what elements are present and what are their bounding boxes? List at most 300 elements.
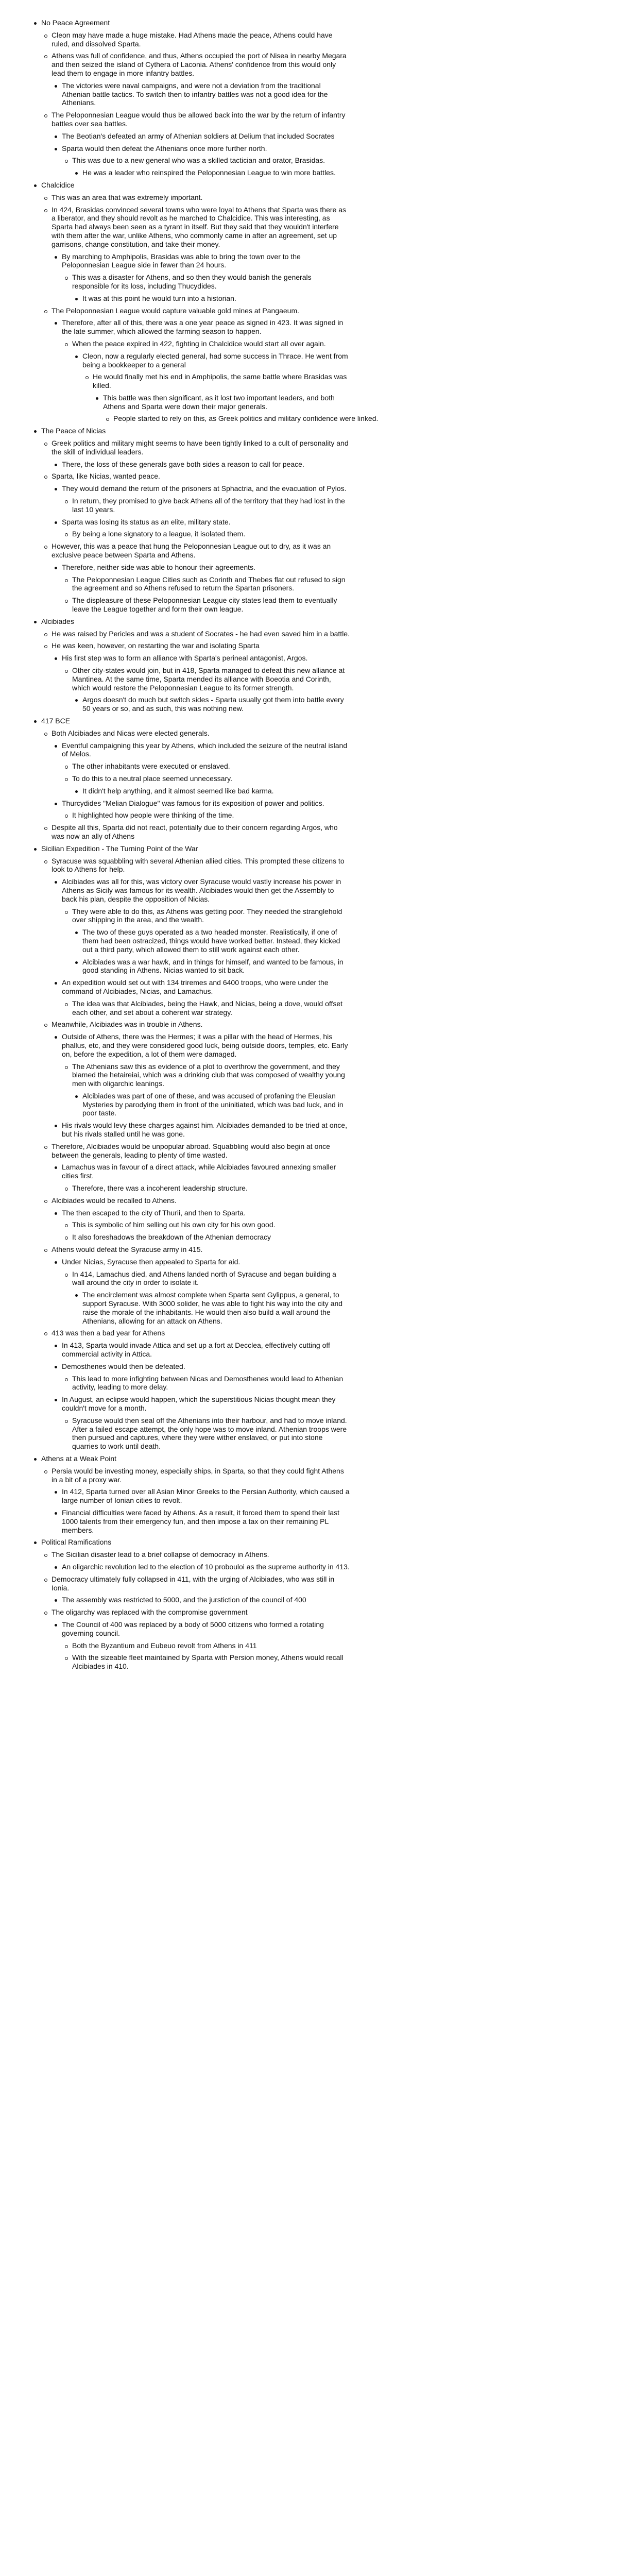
bullet-icon — [55, 135, 57, 138]
section-heading: Athens at a Weak Point — [41, 1454, 117, 1463]
bullet-icon — [75, 931, 78, 934]
outline-item — [62, 1620, 602, 1671]
item-text: Alcibiades was a war hawk, and in things for himself, and wanted to be famous, in good standing in Athens. Nicias wanted to sit back. — [82, 957, 344, 975]
bullet-icon — [44, 209, 47, 212]
outline-item — [72, 1416, 602, 1451]
bullet-icon — [55, 464, 57, 466]
outline-item — [72, 156, 602, 177]
bullet-icon — [55, 567, 57, 569]
sub-list — [72, 1092, 602, 1117]
section-heading: Alcibiades — [41, 617, 74, 625]
outline-item — [62, 1596, 602, 1604]
outline-item — [62, 81, 602, 107]
outline-section — [41, 181, 602, 423]
bullet-icon — [55, 1261, 57, 1264]
item-text: Athens was full of confidence, and thus, Athens occupied the port of Nisea in nearby Megara and then seized the island of Cythera of Laconia. Athens' confidence from this would only lead them to engage in more infantry battles. — [52, 52, 347, 77]
outline-item — [52, 857, 602, 1017]
sub-list — [41, 857, 602, 1451]
bullet-icon — [75, 699, 78, 702]
item-text: This battle was then significant, as it lost two important leaders, and both Athens and Sparta were down their major generals. — [103, 393, 335, 411]
sub-list — [52, 318, 602, 423]
section-heading: The Peace of Nicias — [41, 427, 106, 435]
sub-list — [62, 811, 602, 820]
bullet-icon — [44, 114, 47, 117]
sub-list — [62, 1184, 602, 1193]
outline-item — [62, 1509, 602, 1534]
outline-item — [72, 1375, 602, 1392]
bullet-icon — [44, 443, 47, 446]
outline-item — [82, 1291, 602, 1325]
sub-list — [62, 340, 602, 423]
outline-item — [72, 1184, 602, 1193]
outline-item — [62, 1395, 602, 1451]
outline-section — [41, 19, 602, 177]
outline-item — [82, 696, 602, 713]
sub-list — [62, 1641, 602, 1671]
bullet-icon — [65, 1003, 68, 1006]
bullet-icon — [44, 827, 47, 830]
bullet-icon — [44, 1249, 47, 1252]
outline-item — [62, 654, 602, 713]
bullet-icon — [65, 1657, 68, 1660]
bullet-icon — [65, 600, 68, 603]
sub-list — [103, 414, 602, 423]
outline-item — [72, 907, 602, 975]
outline-item — [62, 318, 602, 423]
bullet-icon — [65, 1378, 68, 1381]
section-heading: Political Ramifications — [41, 1538, 112, 1547]
sub-list — [72, 1291, 602, 1325]
outline-item — [62, 1362, 602, 1392]
bullet-icon — [55, 1212, 57, 1215]
item-text: He was keen, however, on restarting the war and isolating Sparta — [52, 641, 260, 650]
sub-list — [72, 696, 602, 713]
bullet-icon — [44, 645, 47, 648]
item-text: In 413, Sparta would invade Attica and set up a fort at Decclea, effectively cutting off commercial activity in Attica. — [62, 1341, 330, 1359]
bullet-icon — [34, 184, 37, 187]
bullet-icon — [55, 881, 57, 884]
bullet-icon — [34, 720, 37, 723]
bullet-icon — [75, 790, 78, 793]
outline-item — [52, 1608, 602, 1671]
bullet-icon — [65, 1224, 68, 1227]
outline-item — [82, 928, 602, 954]
item-text: An expedition would set out with 134 triremes and 6400 troops, who were under the command of Alcibiades, Nicias, and Lamachus. — [62, 978, 329, 995]
outline-item — [62, 741, 602, 795]
item-text: Therefore, neither side was able to honour their agreements. — [62, 563, 255, 571]
item-text: This was due to a new general who was a skilled tactician and orator, Brasidas. — [72, 156, 325, 165]
bullet-icon — [65, 815, 68, 818]
outline-section — [41, 427, 602, 614]
outline-section — [41, 844, 602, 1451]
bullet-icon — [55, 803, 57, 805]
bullet-icon — [55, 256, 57, 259]
item-text: With the sizeable fleet maintained by Sparta with Persion money, Athens would recall Alcibiades in 410. — [72, 1653, 344, 1671]
item-text: Athens would defeat the Syracuse army in 415. — [52, 1245, 203, 1254]
bullet-icon — [65, 500, 68, 503]
sub-list — [41, 31, 602, 177]
item-text: The Council of 400 was replaced by a body of 5000 citizens who formed a rotating governing council. — [62, 1620, 324, 1637]
outline-item — [72, 575, 602, 593]
bullet-icon — [65, 1066, 68, 1069]
outline-item — [82, 1092, 602, 1117]
sub-list — [72, 928, 602, 975]
outline-item — [82, 958, 602, 975]
sub-list — [52, 1209, 602, 1242]
outline-item — [62, 518, 602, 539]
item-text: There, the loss of these generals gave both sides a reason to call for peace. — [62, 460, 304, 468]
item-text: Syracuse was squabbling with several Athenian allied cities. This prompted these citizens to look to Athens for help. — [52, 856, 345, 874]
item-text: In 412, Sparta turned over all Asian Minor Greeks to the Persian Authority, which caused a large number of Ionian cities to revolt. — [62, 1487, 350, 1505]
outline-list — [16, 19, 602, 1671]
sub-list — [72, 294, 602, 303]
outline-item — [72, 666, 602, 713]
item-text: The Peloponnesian League would thus be allowed back into the war by the return of infantry battles over sea battles. — [52, 111, 346, 128]
bullet-icon — [65, 579, 68, 582]
outline-item — [82, 294, 602, 303]
item-text: His rivals would levy these charges against him. Alcibiades demanded to be tried at once, but his rivals stalled until he was gone. — [62, 1121, 348, 1139]
outline-item — [62, 144, 602, 177]
outline-item — [62, 252, 602, 303]
sub-list — [52, 877, 602, 1016]
bullet-icon — [34, 430, 37, 433]
bullet-icon — [44, 1146, 47, 1149]
outline-section — [41, 617, 602, 713]
outline-item — [62, 978, 602, 1016]
bullet-icon — [44, 1612, 47, 1615]
outline-item — [62, 1563, 602, 1571]
sub-list — [52, 484, 602, 538]
bullet-icon — [55, 745, 57, 748]
sub-list — [52, 1032, 602, 1139]
item-text: It was at this point he would turn into a historian. — [82, 294, 236, 302]
bullet-icon — [65, 1274, 68, 1277]
item-text: Financial difficulties were faced by Athens. As a result, it forced them to spend their last 1000 talents from their emergency fun, and then impose a tax on their remaining PL members. — [62, 1508, 340, 1534]
bullet-icon — [96, 397, 98, 400]
sub-list — [52, 81, 602, 107]
outline-item — [62, 877, 602, 975]
bullet-icon — [55, 1599, 57, 1602]
sub-list — [62, 999, 602, 1017]
item-text: People started to rely on this, as Greek politics and military confidence were linked. — [113, 414, 379, 423]
sub-list — [52, 563, 602, 614]
bullet-icon — [55, 148, 57, 150]
sub-list — [62, 1375, 602, 1392]
item-text: The two of these guys operated as a two headed monster. Realistically, if one of them had been ostracized, things would have worked better. Instead, they kicked out a third party, which allowed them to still work against each other. — [82, 928, 340, 954]
sub-list — [52, 1163, 602, 1192]
bullet-icon — [34, 848, 37, 851]
item-text: The idea was that Alcibiades, being the Hawk, and Nicias, being a dove, would offset each other, and set about a coherent war strategy. — [72, 999, 343, 1016]
item-text: Sparta, like Nicias, wanted peace. — [52, 472, 160, 481]
bullet-icon — [55, 322, 57, 325]
sub-list — [52, 1563, 602, 1571]
item-text: By being a lone signatory to a league, it isolated them. — [72, 530, 246, 538]
outline-item — [52, 472, 602, 538]
item-text: Meanwhile, Alcibiades was in trouble in Athens. — [52, 1020, 203, 1029]
sub-list — [52, 1596, 602, 1604]
item-text: In return, they promised to give back Athens all of the territory that they had lost in the last 10 years. — [72, 497, 345, 514]
bullet-icon — [85, 376, 89, 379]
item-text: The Peloponnesian League would capture valuable gold mines at Pangaeum. — [52, 306, 300, 315]
bullet-icon — [44, 197, 47, 200]
outline-item — [72, 273, 602, 302]
bullet-icon — [75, 355, 78, 358]
item-text: Both Alcibiades and Nicas were elected generals. — [52, 728, 210, 737]
outline-item — [82, 352, 602, 423]
item-text: The other inhabitants were executed or enslaved. — [72, 762, 230, 771]
item-text: Cleon, now a regularly elected general, had some success in Thrace. He went from being a bookkeeper to a general — [82, 351, 348, 369]
item-text: This was a disaster for Athens, and so then they would banish the generals responsible for its loss, including Thucydides. — [72, 273, 312, 290]
item-text: An oligarchic revolution led to the election of 10 probouloi as the supreme authority in 413. — [62, 1562, 350, 1571]
item-text: It also foreshadows the breakdown of the Athenian democracy — [72, 1233, 271, 1242]
item-text: Sparta was losing its status as an elite, military state. — [62, 517, 231, 526]
bullet-icon — [65, 160, 68, 163]
outline-item — [52, 193, 602, 202]
outline-item — [62, 1209, 602, 1242]
sub-list — [52, 654, 602, 713]
bullet-icon — [75, 1095, 78, 1098]
outline-item — [72, 999, 602, 1017]
sub-list — [62, 1221, 602, 1242]
outline-item — [52, 630, 602, 638]
outline-item — [52, 1196, 602, 1242]
outline-item — [52, 1575, 602, 1604]
item-text: Despite all this, Sparta did not react, potentially due to their concern regarding Argos, who was now an ally of Athens — [52, 823, 338, 840]
bullet-icon — [55, 1512, 57, 1515]
outline-item — [62, 1121, 602, 1139]
bullet-icon — [65, 911, 68, 914]
sub-list — [72, 787, 602, 795]
outline-item — [62, 132, 602, 141]
bullet-icon — [55, 1345, 57, 1347]
bullet-icon — [44, 55, 47, 58]
item-text: The assembly was restricted to 5000, and the jurstiction of the council of 400 — [62, 1596, 306, 1604]
item-text: When the peace expired in 422, fighting in Chalcidice would start all over again. — [72, 339, 326, 348]
item-text: The encirclement was almost complete when Sparta sent Gylippus, a general, to support Syracuse. With 3000 solider, he was able to fight his way into the city and raise the morale of the inhabitants. He would then also build a wall around the Athenians, allowing for an attack on Athens. — [82, 1291, 343, 1325]
outline-item — [82, 787, 602, 795]
item-text: Lamachus was in favour of a direct attack, while Alcibiades favoured annexing smaller cities first. — [62, 1163, 336, 1180]
sub-list — [62, 530, 602, 538]
bullet-icon — [34, 22, 37, 25]
item-text: Other city-states would join, but in 418, Sparta managed to defeat this new alliance at Mantinea. At the same time, Sparta mended its alliance with Boeotia and Corinth, which would restore the Peloponnesian League to its former strength. — [72, 666, 345, 692]
sub-list — [52, 252, 602, 303]
bullet-icon — [75, 298, 78, 300]
bullet-icon — [44, 476, 47, 479]
bullet-icon — [44, 1024, 47, 1027]
outline-item — [113, 414, 602, 423]
item-text: It didn't help anything, and it almost seemed like bad karma. — [82, 786, 274, 795]
section-heading: Sicilian Expedition - The Turning Point of the War — [41, 844, 198, 853]
item-text: Argos doesn't do much but switch sides - Sparta usually got them into battle every 50 years or so, and as such, this was nothing new. — [82, 696, 344, 713]
sub-list — [41, 1467, 602, 1535]
outline-item — [52, 729, 602, 820]
bullet-icon — [44, 733, 47, 736]
item-text: Therefore, there was a incoherent leadership structure. — [72, 1184, 248, 1193]
outline-item — [52, 1245, 602, 1325]
outline-item — [52, 542, 602, 614]
outline-item — [52, 206, 602, 303]
outline-item — [93, 372, 602, 423]
item-text: Cleon may have made a huge mistake. Had Athens made the peace, Athens could have ruled, and dissolved Sparta. — [52, 30, 333, 48]
item-text: Thurcydides "Melian Dialogue" was famous for its exposition of power and politics. — [62, 799, 324, 807]
item-text: Persia would be investing money, especially ships, in Sparta, so that they could fight Athens in a bit of a proxy war. — [52, 1466, 344, 1484]
bullet-icon — [65, 1420, 68, 1423]
item-text: The displeasure of these Peloponnesian League city states lead them to eventually leave the League together and form their own league. — [72, 596, 337, 614]
sub-list — [62, 575, 602, 614]
item-text: The oligarchy was replaced with the compromise government — [52, 1608, 248, 1617]
sub-list — [72, 168, 602, 177]
sub-list — [62, 762, 602, 795]
outline-item — [62, 1487, 602, 1505]
bullet-icon — [55, 1624, 57, 1626]
bullet-icon — [55, 1125, 57, 1127]
outline-item — [52, 1550, 602, 1571]
sub-list — [62, 1416, 602, 1451]
bullet-icon — [44, 1554, 47, 1557]
item-text: Demosthenes would then be defeated. — [62, 1362, 185, 1370]
item-text: In August, an eclipse would happen, which the superstitious Nicias thought mean they couldn't move for a month. — [62, 1395, 336, 1412]
outline-item — [52, 52, 602, 107]
item-text: 413 was then a bad year for Athens — [52, 1329, 165, 1337]
outline-item — [52, 1142, 602, 1193]
section-heading: 417 BCE — [41, 717, 71, 725]
bullet-icon — [55, 1036, 57, 1039]
sub-list — [41, 193, 602, 423]
outline-item — [62, 1032, 602, 1117]
sub-list — [41, 1550, 602, 1671]
outline-item — [62, 1258, 602, 1326]
sub-list — [52, 132, 602, 177]
outline-item — [72, 497, 602, 514]
item-text: Therefore, after all of this, there was a one year peace as signed in 423. It was signed in the late summer, which allowed the farming season to happen. — [62, 318, 344, 336]
item-text: The Athenians saw this as evidence of a plot to overthrow the government, and they blamed the hetaireiai, which was a drinking club that was composed of wealthy young men with oligarchic leanings. — [72, 1062, 345, 1088]
sub-list — [41, 630, 602, 713]
item-text: The then escaped to the city of Thurii, and then to Sparta. — [62, 1208, 246, 1217]
sub-list — [52, 460, 602, 469]
sub-list — [52, 1620, 602, 1671]
outline-item — [62, 1163, 602, 1192]
bullet-icon — [55, 1491, 57, 1494]
outline-item — [62, 484, 602, 514]
sub-list — [82, 372, 602, 423]
bullet-icon — [55, 1399, 57, 1401]
outline-item — [62, 1341, 602, 1359]
bullet-icon — [55, 1366, 57, 1368]
sub-list — [62, 907, 602, 975]
outline-item — [62, 563, 602, 614]
bullet-icon — [44, 546, 47, 549]
item-text: Both the Byzantium and Eubeuo revolt from Athens in 411 — [72, 1641, 257, 1650]
item-text: Alcibiades was all for this, was victory over Syracuse would vastly increase his power in Athens as Sicily was famous for its wealth. Alcibiades would then get the Assembly to back his plan, despite the opposition of Nicias. — [62, 877, 341, 903]
item-text: They were able to do this, as Athens was getting poor. They needed the stranglehold over shipping in the area, and the wealth. — [72, 907, 342, 924]
item-text: Sparta would then defeat the Athenians once more further north. — [62, 144, 267, 152]
outline-item — [72, 1641, 602, 1650]
outline-item — [72, 774, 602, 795]
bullet-icon — [44, 310, 47, 313]
item-text: To do this to a neutral place seemed unnecessary. — [72, 774, 233, 783]
outline-section — [41, 717, 602, 841]
item-text: In 424, Brasidas convinced several towns who were loyal to Athens that Sparta was there as a liberator, and they should revolt as he marched to Chalcidice. This was interesting, as Sparta had always been seen as a tyrant in itself. But they said that they wouldn't interfere with them after the war, unlike Athens, who commonly came in after an agreement, set up garrisons, change constitution, and take their money. — [52, 205, 346, 248]
outline-item — [72, 1221, 602, 1229]
outline-item — [72, 762, 602, 771]
item-text: Alcibiades was part of one of these, and was accused of profaning the Eleusian Mysteries by parodying them in front of the uninitiated, which was bad luck, and in poor taste. — [82, 1091, 344, 1117]
item-text: However, this was a peace that hung the Peloponnesian League out to dry, as it was an exclusive peace between Sparta and Athens. — [52, 542, 331, 560]
bullet-icon — [44, 1332, 47, 1335]
sub-list — [72, 352, 602, 423]
outline-item — [52, 641, 602, 713]
bullet-icon — [44, 860, 47, 863]
bullet-icon — [34, 1458, 37, 1461]
bullet-icon — [65, 533, 68, 536]
sub-list — [62, 1270, 602, 1326]
bullet-icon — [65, 1236, 68, 1240]
bullet-icon — [44, 35, 47, 38]
sub-list — [93, 394, 602, 423]
sub-list — [41, 439, 602, 614]
item-text: Greek politics and military might seems to have been tightly linked to a cult of personality and the skill of individual leaders. — [52, 439, 349, 456]
item-text: He was raised by Pericles and was a student of Socrates - he had even saved him in a battle. — [52, 629, 350, 638]
sub-list — [52, 741, 602, 820]
bullet-icon — [55, 982, 57, 985]
sub-list — [62, 1062, 602, 1118]
item-text: The Peloponnesian League Cities such as Corinth and Thebes flat out refused to sign the agreement and so Athens refused to return the Spartan prisoners. — [72, 575, 346, 592]
item-text: By marching to Amphipolis, Brasidas was able to bring the town over to the Peloponnesian League side in fewer than 24 hours. — [62, 252, 301, 269]
item-text: The Sicilian disaster lead to a brief collapse of democracy in Athens. — [52, 1550, 269, 1559]
section-heading: No Peace Agreement — [41, 19, 110, 27]
bullet-icon — [34, 621, 37, 623]
item-text: The Beotian's defeated an army of Athenian soldiers at Delium that included Socrates — [62, 131, 335, 140]
item-text: Alcibiades would be recalled to Athens. — [52, 1196, 177, 1205]
outline-item — [72, 340, 602, 423]
bullet-icon — [55, 657, 57, 660]
bullet-icon — [65, 1645, 68, 1648]
item-text: Under Nicias, Syracuse then appealed to Sparta for aid. — [62, 1257, 241, 1266]
bullet-icon — [106, 418, 109, 421]
bullet-icon — [44, 633, 47, 636]
item-text: In 414, Lamachus died, and Athens landed north of Syracuse and began building a wall around the city in order to isolate it. — [72, 1269, 336, 1287]
outline-item — [62, 460, 602, 469]
sub-list — [52, 1258, 602, 1326]
sub-list — [52, 1487, 602, 1534]
bullet-icon — [44, 1579, 47, 1582]
bullet-icon — [65, 778, 68, 781]
item-text: Syracuse would then seal off the Athenians into their harbour, and had to move inland. After a failed escape attempt, the only hope was to move inland. Athenian troops were then pursued and captures, where they were wither enslaved, or put into stone quarries to work until death. — [72, 1416, 347, 1451]
bullet-icon — [55, 1166, 57, 1169]
bullet-icon — [75, 961, 78, 964]
item-text: The victories were naval campaigns, and were not a deviation from the traditional Athenian battle tactics. To switch then to infantry battles was not a good idea for the Athenians. — [62, 81, 328, 107]
bullet-icon — [75, 172, 78, 175]
item-text: This was an area that was extremely important. — [52, 193, 203, 201]
sub-list — [62, 497, 602, 514]
outline-item — [103, 394, 602, 423]
outline-item — [72, 1653, 602, 1671]
outline-item — [72, 1233, 602, 1242]
item-text: This lead to more infighting between Nicas and Demosthenes would lead to Athenian activity, leading to more delay. — [72, 1374, 344, 1392]
sub-list — [52, 1341, 602, 1451]
bullet-icon — [55, 85, 57, 88]
sub-list — [62, 273, 602, 302]
bullet-icon — [65, 766, 68, 769]
item-text: They would demand the return of the prisoners at Sphactria, and the evacuation of Pylos. — [62, 484, 347, 493]
outline-item — [72, 596, 602, 614]
outline-item — [52, 31, 602, 48]
bullet-icon — [55, 1566, 57, 1569]
bullet-icon — [65, 277, 68, 280]
item-text: Democracy ultimately fully collapsed in 411, with the urging of Alcibiades, who was still in Ionia. — [52, 1574, 335, 1592]
outline-section — [41, 1454, 602, 1534]
sub-list — [62, 156, 602, 177]
bullet-icon — [65, 343, 68, 346]
